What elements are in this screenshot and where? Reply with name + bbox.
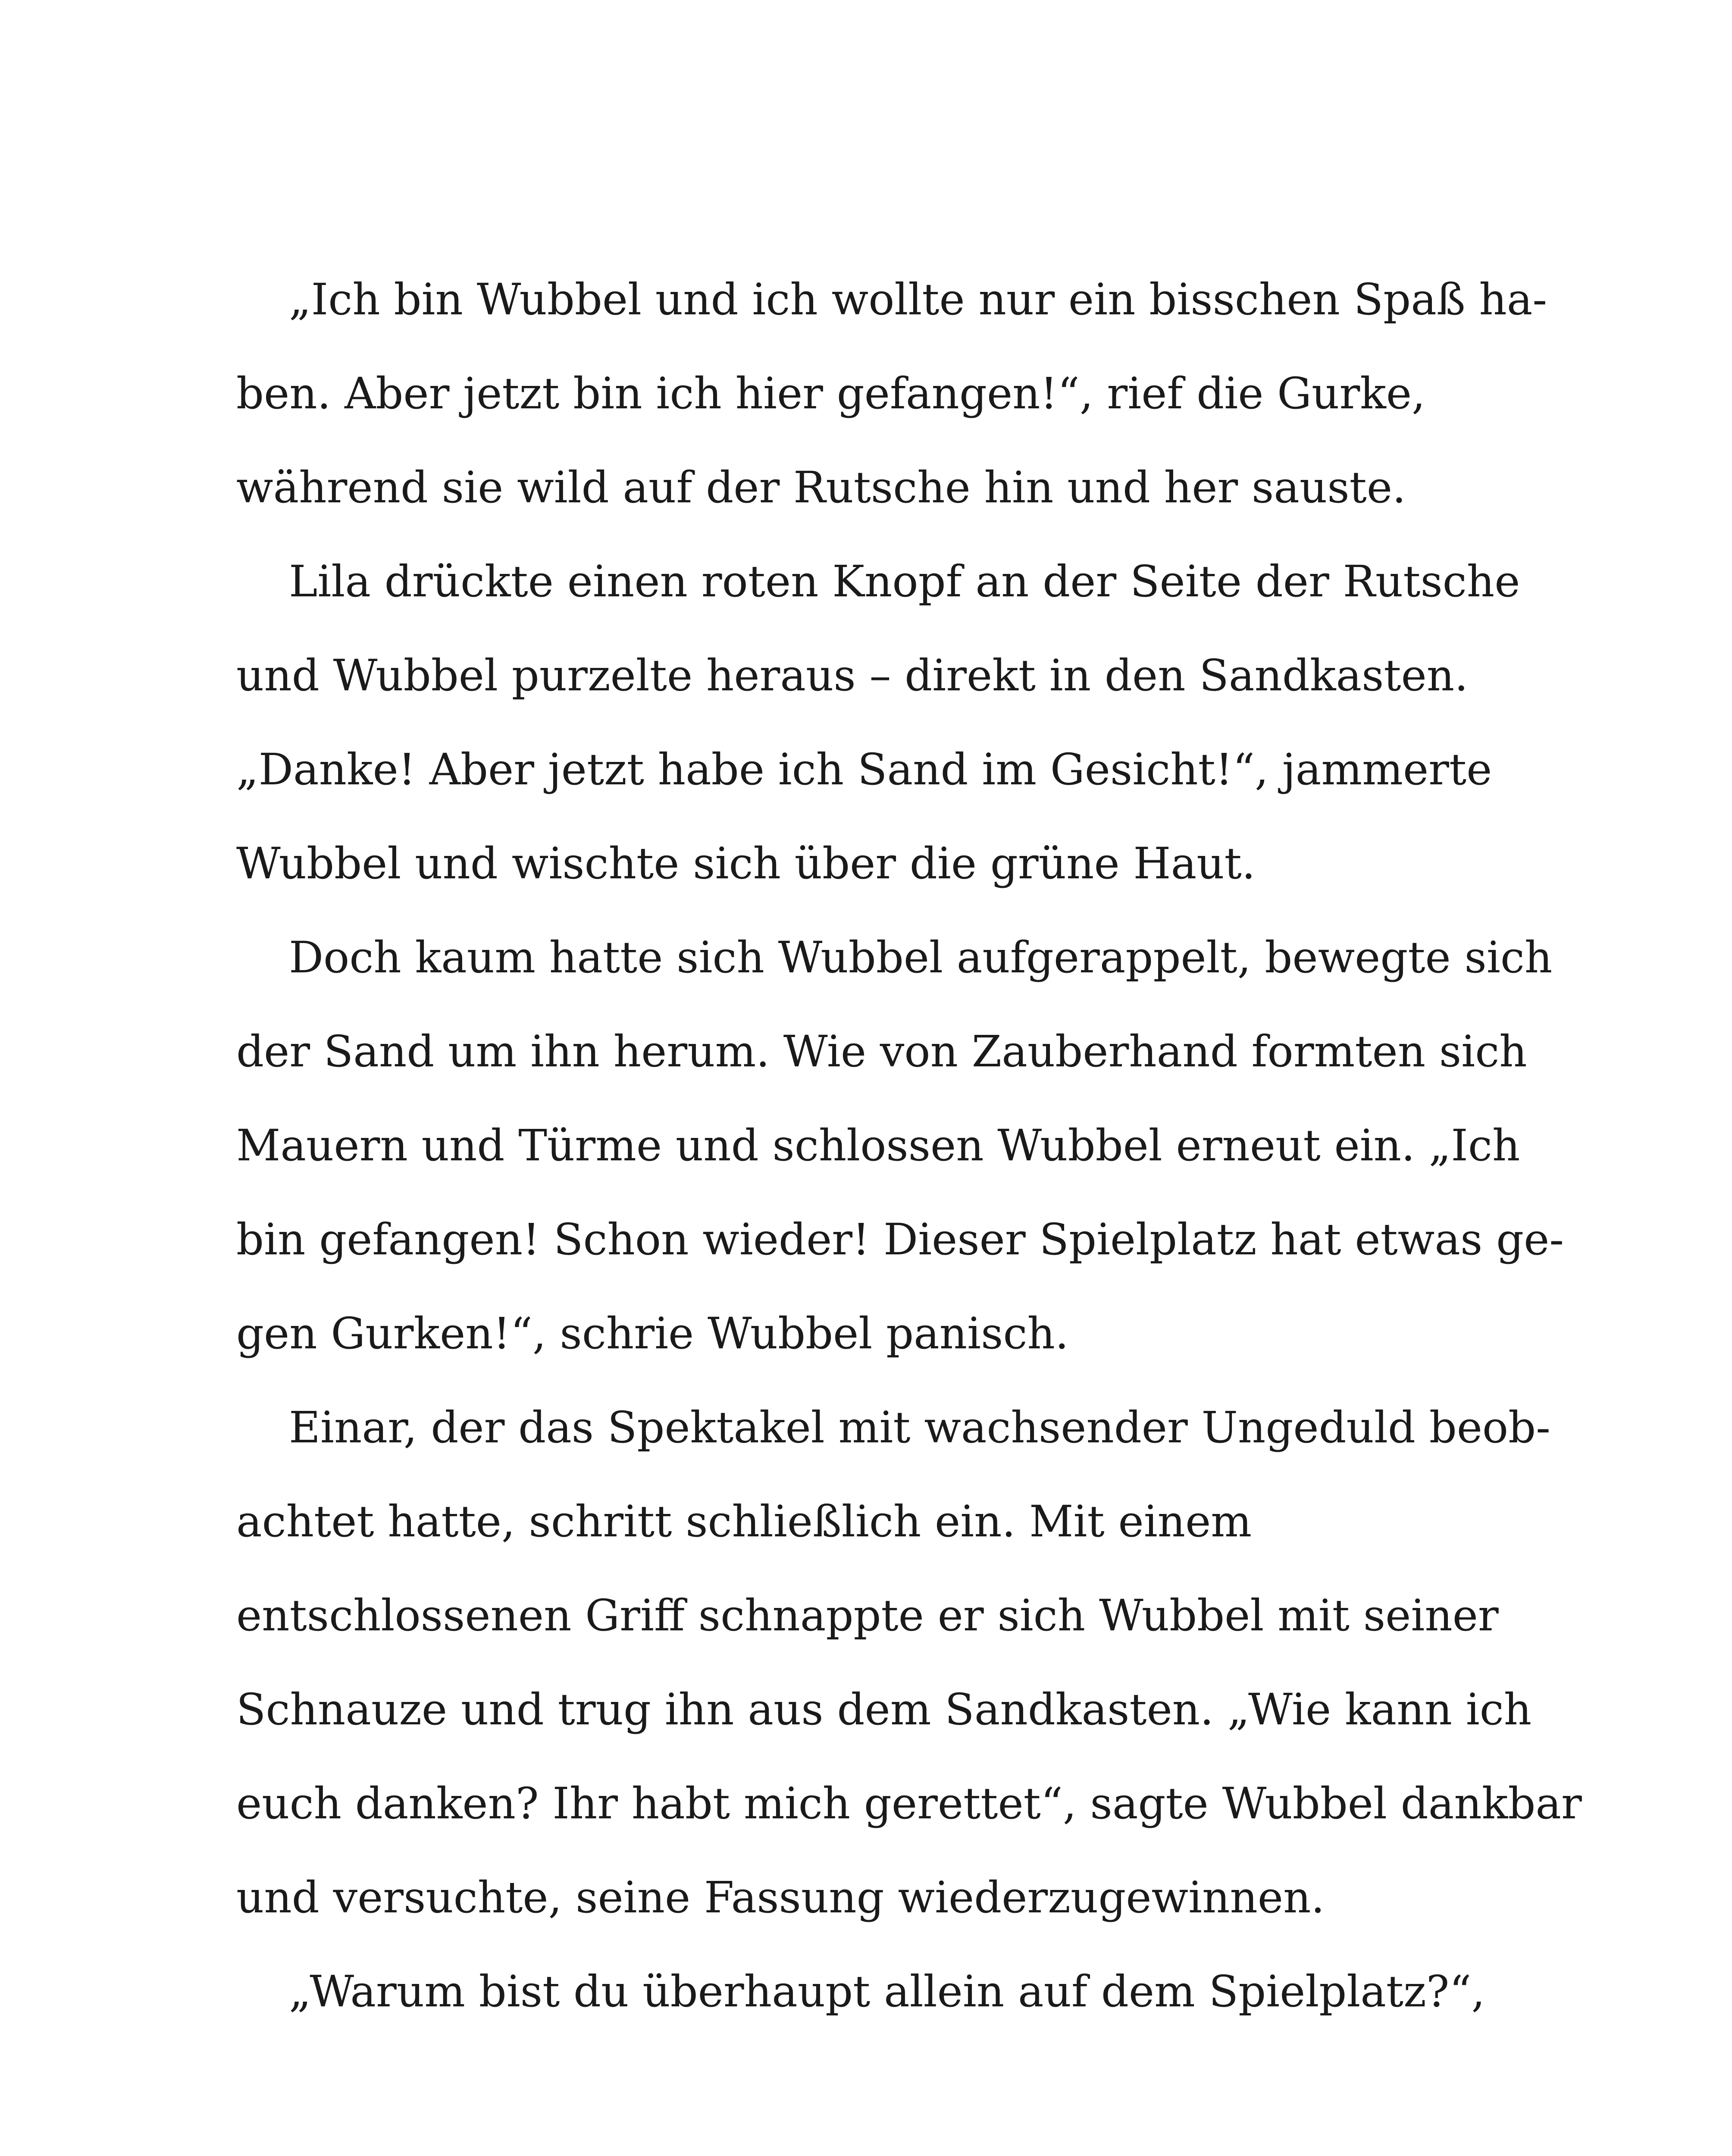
- text-line: achtet hatte, schritt schließlich ein. Mit einem: [236, 1496, 1252, 1547]
- text-line: „Warum bist du überhaupt allein auf dem Spielplatz?“,: [289, 1966, 1485, 2017]
- text-line: Lila drückte einen roten Knopf an der Seite der Rutsche: [289, 556, 1520, 607]
- text-line: „Danke! Aber jetzt habe ich Sand im Gesicht!“, jammerte: [236, 744, 1492, 795]
- text-line: euch danken? Ihr habt mich gerettet“, sagte Wubbel dankbar: [236, 1778, 1582, 1829]
- text-line: der Sand um ihn herum. Wie von Zauberhand formten sich: [236, 1026, 1527, 1077]
- text-line: gen Gurken!“, schrie Wubbel panisch.: [236, 1308, 1069, 1359]
- text-line: während sie wild auf der Rutsche hin und her sauste.: [236, 462, 1406, 513]
- text-line: entschlossenen Griff schnappte er sich Wubbel mit seiner: [236, 1590, 1499, 1641]
- text-line: Einar, der das Spektakel mit wachsender Ungeduld beob-: [289, 1402, 1550, 1453]
- text-line: „Ich bin Wubbel und ich wollte nur ein bisschen Spaß ha-: [289, 274, 1547, 325]
- text-line: und versuchte, seine Fassung wiederzugewinnen.: [236, 1872, 1325, 1923]
- text-line: und Wubbel purzelte heraus – direkt in den Sandkasten.: [236, 650, 1468, 701]
- text-line: Doch kaum hatte sich Wubbel aufgerappelt, bewegte sich: [289, 932, 1553, 983]
- text-line: Wubbel und wischte sich über die grüne Haut.: [236, 838, 1256, 889]
- text-line: Schnauze und trug ihn aus dem Sandkasten. „Wie kann ich: [236, 1684, 1532, 1735]
- text-line: ben. Aber jetzt bin ich hier gefangen!“, rief die Gurke,: [236, 368, 1425, 419]
- text-line: Mauern und Türme und schlossen Wubbel erneut ein. „Ich: [236, 1120, 1520, 1171]
- text-line: bin gefangen! Schon wieder! Dieser Spielplatz hat etwas ge-: [236, 1214, 1564, 1265]
